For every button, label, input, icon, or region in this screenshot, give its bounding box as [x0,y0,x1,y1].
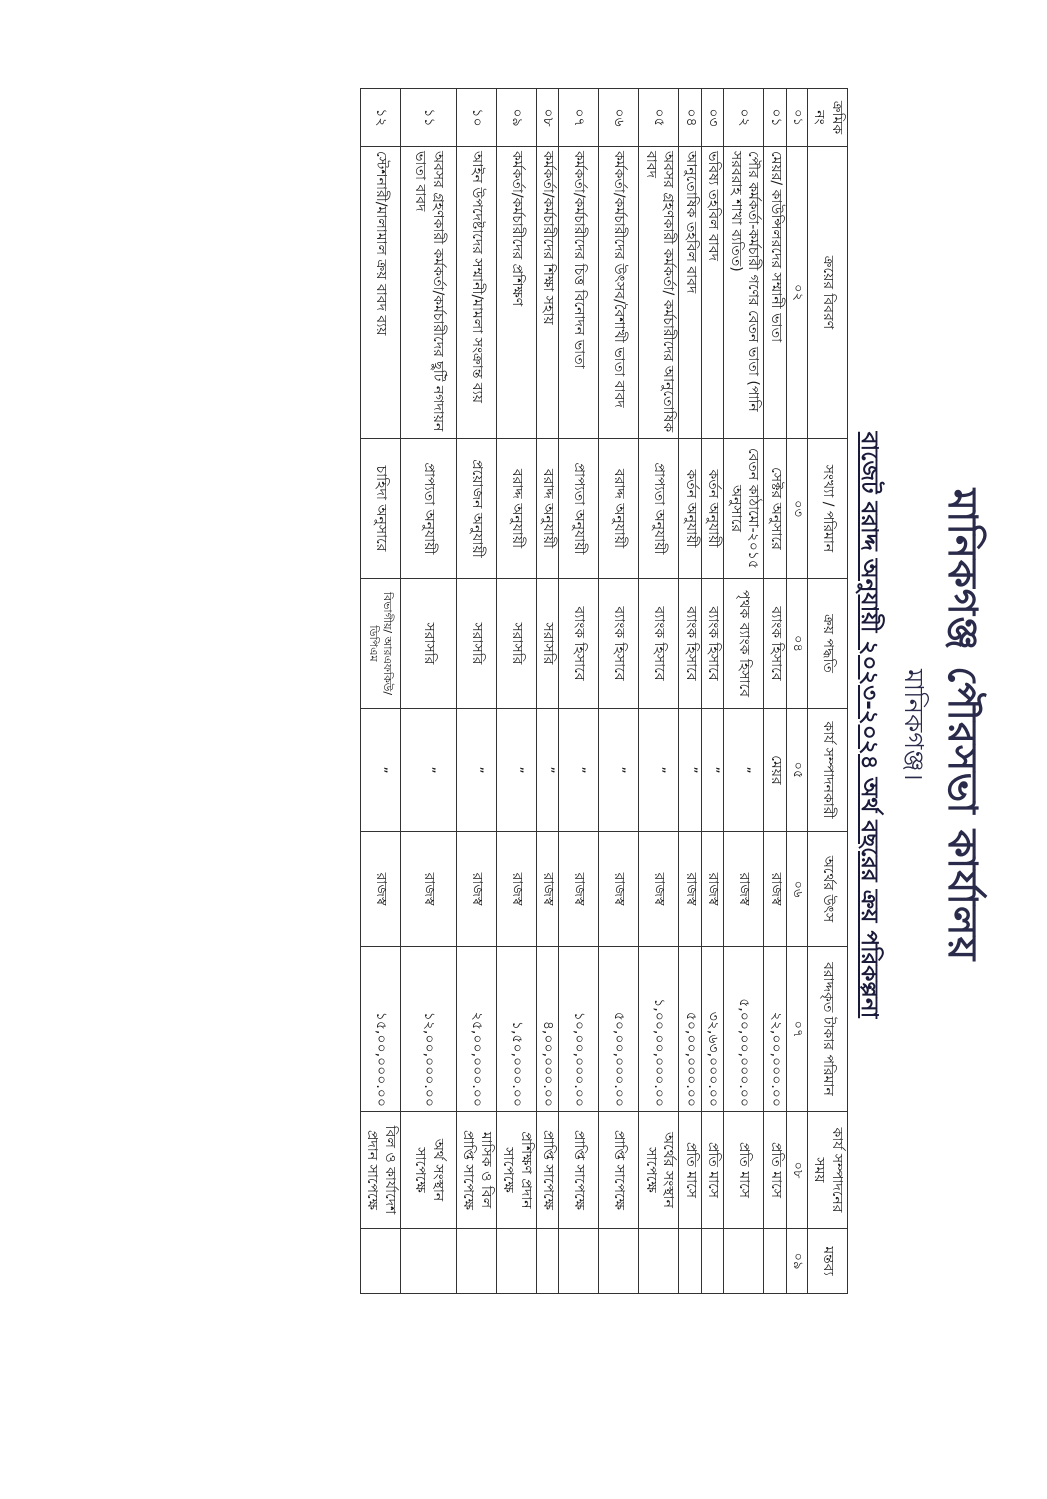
table-row [400,89,456,1294]
row-method-cell: সরাসরি [496,579,536,709]
row-serial-cell: ০২ [724,89,764,147]
header-qty: সংখ্যা / পরিমান [808,439,848,579]
row-time-cell: প্রাপ্তি সাপেক্ষে [559,1112,599,1229]
index-cell: ০১ [786,89,807,147]
row-time-cell: বিল ও কার্যাদেশ প্রদান সাপেক্ষে [360,1112,400,1229]
row-method-cell: ব্যাংক হিসাবে [679,579,702,709]
row-source-cell: রাজস্ব [724,832,764,947]
row-serial-cell: ০৩ [701,89,724,147]
row-remark-cell [679,1229,702,1294]
procurement-plan-table [360,88,848,1294]
row-source-cell: রাজস্ব [679,832,702,947]
row-performer-cell: ” [496,709,536,832]
row-amount-cell: ৫,০০,০০,০০০.০০ [724,947,764,1112]
header-amount: বরাদ্দকৃত টাকার পরিমান [808,947,848,1112]
row-remark-cell [724,1229,764,1294]
table-row [701,89,724,1294]
header-desc: ক্রয়ের বিবরণ [808,147,848,439]
row-quantity-cell: কর্তন অনুযায়ী [701,439,724,579]
row-amount-cell: ১,০০,০০,০০০.০০ [639,947,679,1112]
row-method-cell: বিভাগীয়/ আরএফকিউ/ ডিপিএম [360,579,400,709]
row-source-cell: রাজস্ব [400,832,456,947]
row-serial-cell: ০৬ [599,89,639,147]
row-time-cell: প্রতি মাসে [701,1112,724,1229]
row-serial-cell: ০৮ [536,89,559,147]
row-performer-cell: ” [639,709,679,832]
row-performer-cell: মেয়র [764,709,787,832]
row-amount-cell: ৩২,৬৩,০০০.০০ [701,947,724,1112]
row-quantity-cell: কর্তন অনুযায়ী [679,439,702,579]
row-description-cell: আইন উপদেষ্টাদের সম্মানী/মামলা সংক্রান্ত ব্যয় [456,147,496,439]
row-method-cell: পৃথক ব্যাংক হিসাবে [724,579,764,709]
row-time-cell: অর্থের সংস্থান সাপেক্ষে [639,1112,679,1229]
table-row [536,89,559,1294]
row-quantity-cell: প্রাপ্যতা অনুযায়ী [639,439,679,579]
index-cell: ০২ [786,147,807,439]
office-location: মানিকগঞ্জ। [898,669,928,781]
row-quantity-cell: চাহিদা অনুসারে [360,439,400,579]
row-amount-cell: ১০,০০,০০০.০০ [559,947,599,1112]
index-cell: ০৭ [786,947,807,1112]
row-method-cell: সরাসরি [536,579,559,709]
row-performer-cell: ” [724,709,764,832]
table-row [559,89,599,1294]
index-cell: ০৫ [786,709,807,832]
row-description-cell: কর্মকর্তা/কর্মচারীদের প্রশিক্ষণ [496,147,536,439]
header-remark: মন্তব্য [808,1229,848,1294]
row-time-cell: প্রতি মাসে [764,1112,787,1229]
header-source: অর্থের উৎস [808,832,848,947]
row-time-cell: প্রশিক্ষণ প্রদান সাপেক্ষে [496,1112,536,1229]
row-time-cell: মাসিক ও বিল প্রাপ্তি সাপেক্ষে [456,1112,496,1229]
table-row [599,89,639,1294]
row-quantity-cell: বরাদ্দ অনুযায়ী [599,439,639,579]
row-performer-cell: ” [559,709,599,832]
row-method-cell: ব্যাংক হিসাবে [639,579,679,709]
row-serial-cell: ০৭ [559,89,599,147]
row-time-cell: প্রাপ্তি সাপেক্ষে [599,1112,639,1229]
header-time: কার্য সম্পাদনের সময় [808,1112,848,1229]
row-remark-cell [639,1229,679,1294]
row-remark-cell [496,1229,536,1294]
row-amount-cell: ৫০,০০,০০০.০০ [599,947,639,1112]
table-row [724,89,764,1294]
row-time-cell: প্রতি মাসে [724,1112,764,1229]
row-description-cell: কর্মকর্তা/কর্মচারীদের শিক্ষা সহায় [536,147,559,439]
row-source-cell: রাজস্ব [599,832,639,947]
table-row [679,89,702,1294]
row-serial-cell: ১১ [400,89,456,147]
row-serial-cell: ১০ [456,89,496,147]
row-description-cell: পৌর কর্মকর্তা-কর্মচারী গণের বেতন ভাতা (পানি সরবরাহ শাখা ব্যতিত) [724,147,764,439]
table-row [639,89,679,1294]
row-remark-cell [536,1229,559,1294]
row-method-cell: ব্যাংক হিসাবে [701,579,724,709]
row-serial-cell: ০১ [764,89,787,147]
header-sl: ক্রমিক নং [808,89,848,147]
row-source-cell: রাজস্ব [360,832,400,947]
row-remark-cell [456,1229,496,1294]
row-quantity-cell: প্রাপ্যতা অনুযায়ী [559,439,599,579]
row-quantity-cell: বেতন কাঠামো-২০১৫ অনুসারে [724,439,764,579]
row-method-cell: ব্যাংক হিসাবে [764,579,787,709]
row-description-cell: মেয়র/ কাউন্সিলরদের সম্মানী ভাতা [764,147,787,439]
row-amount-cell: ১,৫০,০০০.০০ [496,947,536,1112]
index-cell: ০৪ [786,579,807,709]
row-source-cell: রাজস্ব [764,832,787,947]
row-amount-cell: ১৫,০০,০০০.০০ [360,947,400,1112]
row-description-cell: অবসর গ্রহণকারী কর্মকর্তা/ কর্মচারীদের আনুতোষিক বাবদ [639,147,679,439]
row-description-cell: ভবিষ্য তহবিল বাবদ [701,147,724,439]
row-performer-cell: ” [360,709,400,832]
row-remark-cell [559,1229,599,1294]
row-remark-cell [400,1229,456,1294]
row-time-cell: প্রতি মাসে [679,1112,702,1229]
table-row [764,89,787,1294]
row-quantity-cell: সেক্টর অনুসারে [764,439,787,579]
office-title: মানিকগঞ্জ পৌরসভা কার্যালয় [939,488,985,962]
rotated-document-page [90,50,1000,1400]
header-row [808,89,848,1294]
row-serial-cell: ০৪ [679,89,702,147]
row-source-cell: রাজস্ব [559,832,599,947]
header-method: ক্রয় পদ্ধতি [808,579,848,709]
row-source-cell: রাজস্ব [496,832,536,947]
row-performer-cell: ” [400,709,456,832]
row-description-cell: অবসর গ্রহণকারী কর্মকর্তা/কর্মচারীদের ছুটি নগদায়ন ভাতা বাবদ [400,147,456,439]
row-serial-cell: ০৫ [639,89,679,147]
row-performer-cell: ” [701,709,724,832]
index-cell: ০৯ [786,1229,807,1294]
table-row [360,89,400,1294]
row-performer-cell: ” [536,709,559,832]
row-method-cell: সরাসরি [456,579,496,709]
row-quantity-cell: প্রাপ্যতা অনুযায়ী [400,439,456,579]
row-source-cell: রাজস্ব [701,832,724,947]
row-remark-cell [599,1229,639,1294]
table-row [456,89,496,1294]
row-method-cell: ব্যাংক হিসাবে [559,579,599,709]
index-cell: ০৩ [786,439,807,579]
row-time-cell: প্রাপ্তি সাপেক্ষে [536,1112,559,1229]
column-index-row [786,89,807,1294]
row-method-cell: ব্যাংক হিসাবে [599,579,639,709]
row-quantity-cell: প্রয়োজন অনুযায়ী [456,439,496,579]
row-amount-cell: ১২,০০,০০০.০০ [400,947,456,1112]
row-remark-cell [360,1229,400,1294]
row-description-cell: আনুতোষিক তহবিল বাবদ [679,147,702,439]
row-performer-cell: ” [679,709,702,832]
row-source-cell: রাজস্ব [639,832,679,947]
row-description-cell: কর্মকর্তা/কর্মচারীদের উৎসব/বৈশাখী ভাতা বাবদ [599,147,639,439]
row-remark-cell [764,1229,787,1294]
row-description-cell: কর্মকর্তা/কর্মচারীদের চিত্ত বিনোদন ভাতা [559,147,599,439]
header-performer: কার্য সম্পাদনকারী [808,709,848,832]
row-description-cell: স্টেশনারী/মালামাল ক্রয় বাবদ ব্যয় [360,147,400,439]
row-time-cell: অর্থ সংস্থান সাপেক্ষে [400,1112,456,1229]
row-source-cell: রাজস্ব [456,832,496,947]
row-remark-cell [701,1229,724,1294]
row-serial-cell: ১২ [360,89,400,147]
row-amount-cell: ৫০,০০,০০০.০০ [679,947,702,1112]
row-performer-cell: ” [599,709,639,832]
row-performer-cell: ” [456,709,496,832]
table-row [496,89,536,1294]
row-amount-cell: ৪,০০,০০০.০০ [536,947,559,1112]
row-method-cell: সরাসরি [400,579,456,709]
row-quantity-cell: বরাদ্দ অনুযায়ী [536,439,559,579]
row-amount-cell: ২৫,০০,০০০.০০ [456,947,496,1112]
row-source-cell: রাজস্ব [536,832,559,947]
plan-heading: বাজেট বরাদ্দ অনুযায়ী ২০২৩-২০২৪ অর্থ বছরের ক্রয় পরিকল্পনা [856,431,882,1019]
index-cell: ০৮ [786,1112,807,1229]
row-serial-cell: ০৯ [496,89,536,147]
index-cell: ০৬ [786,832,807,947]
row-amount-cell: ২২,০০,০০০.০০ [764,947,787,1112]
row-quantity-cell: বরাদ্দ অনুযায়ী [496,439,536,579]
